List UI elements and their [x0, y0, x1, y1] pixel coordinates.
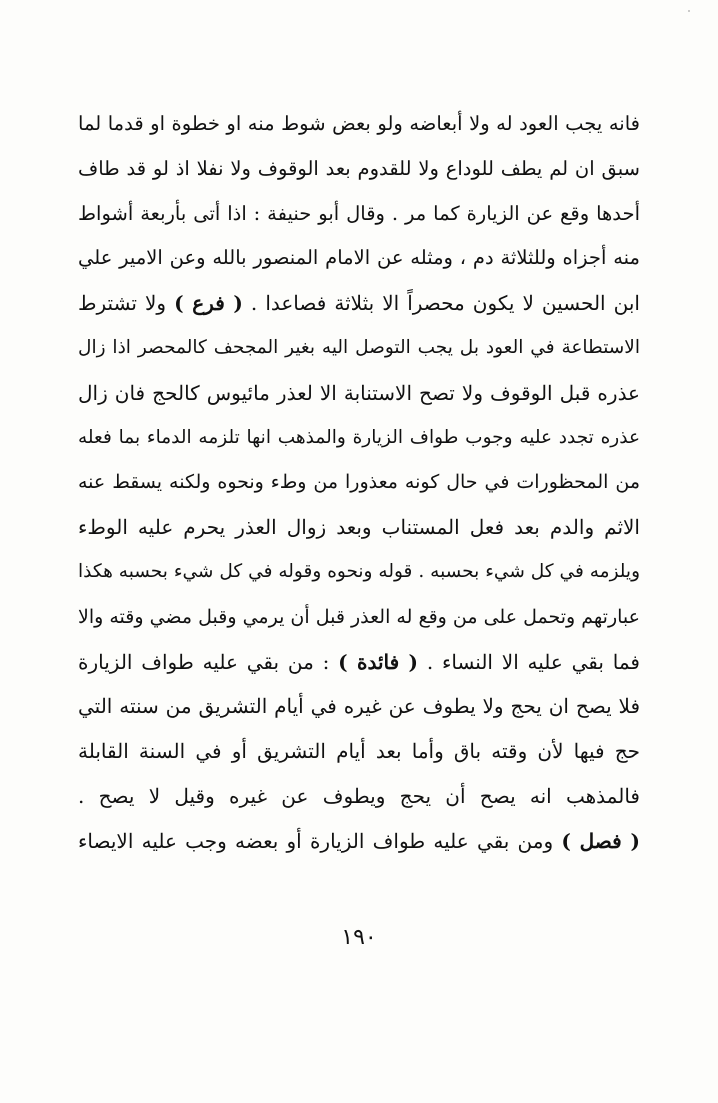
text-run: عبارتهم وتحمل على من وقع له العذر قبل أن يرمي وقبل مضي وقته والا	[78, 605, 640, 628]
text-run: فالمذهب انه يصح أن يحج ويطوف عن غيره وقيل لا يصح .	[78, 783, 640, 808]
text-run: منه أجزاه وللثلاثة دم ، ومثله عن الامام المنصور بالله وعن الامير علي	[78, 246, 640, 270]
text-run: عذره تجدد عليه وجوب طواف الزيارة والمذهب انها تلزمه الدماء بما فعله	[78, 426, 640, 448]
page-speck	[688, 10, 690, 12]
text-line	[78, 147, 640, 192]
text-run: ومن بقي عليه طواف الزيارة أو بعضه وجب عليه الايصاء	[78, 828, 562, 853]
page-number: ١٩٠	[341, 925, 377, 950]
text-run: ويلزمه في كل شيء بحسبه . قوله ونحوه وقوله في كل شيء بحسبه هكذا	[78, 560, 640, 582]
text-line	[78, 505, 640, 550]
text-run: الاثم والدم بعد فعل المستناب وبعد زوال العذر يحرم عليه الوطء	[78, 515, 640, 540]
text-line	[78, 550, 640, 595]
text-line	[78, 819, 640, 864]
text-line	[78, 236, 640, 281]
text-line	[78, 416, 640, 461]
text-line	[78, 595, 640, 640]
text-run: : من بقي عليه طواف الزيارة	[78, 649, 339, 674]
section-heading: ( فرع )	[174, 291, 243, 316]
text-line	[78, 640, 640, 685]
text-line	[78, 371, 640, 416]
text-line	[78, 102, 640, 147]
section-heading: ( فائدة )	[338, 649, 419, 674]
text-run: ولا تشترط	[78, 291, 175, 316]
text-line	[78, 774, 640, 819]
text-run: من المحظورات في حال كونه معذورا من وطء ونحوه ولكنه يسقط عنه	[78, 471, 640, 494]
text-line	[78, 192, 640, 237]
text-run: الاستطاعة في العود بل يجب التوصل اليه بغير المجحف كالمحصر اذا زال	[78, 336, 640, 358]
text-run: عذره قبل الوقوف ولا تصح الاستنابة الا لعذر مائيوس كالحج فان زال	[78, 380, 640, 405]
text-run: فانه يجب العود له ولا أبعاضه ولو بعض شوط منه او خطوة او قدما لما	[78, 112, 640, 135]
text-line	[78, 460, 640, 505]
text-run: حج فيها لأن وقته باق وأما بعد أيام التشريق أو في السنة القابلة	[78, 739, 640, 764]
text-run: ابن الحسين لا يكون محصراً الا بثلاثة فصاعدا .	[242, 291, 640, 316]
body-text	[78, 102, 640, 864]
text-run: فما بقي عليه الا النساء .	[418, 649, 640, 674]
text-run: فلا يصح ان يحج ولا يطوف عن غيره في أيام التشريق من سنته التي	[78, 694, 640, 719]
text-line	[78, 684, 640, 729]
text-run: سبق ان لم يطف للوداع ولا للقدوم بعد الوقوف ولا نفلا اذ لو قد طاف	[78, 156, 640, 180]
text-line	[78, 326, 640, 371]
text-run: أحدها وقع عن الزيارة كما مر . وقال أبو حنيفة : اذا أتى بأربعة أشواط	[78, 201, 640, 225]
text-line	[78, 729, 640, 774]
section-heading: ( فصل )	[561, 828, 640, 853]
text-line	[78, 281, 640, 326]
